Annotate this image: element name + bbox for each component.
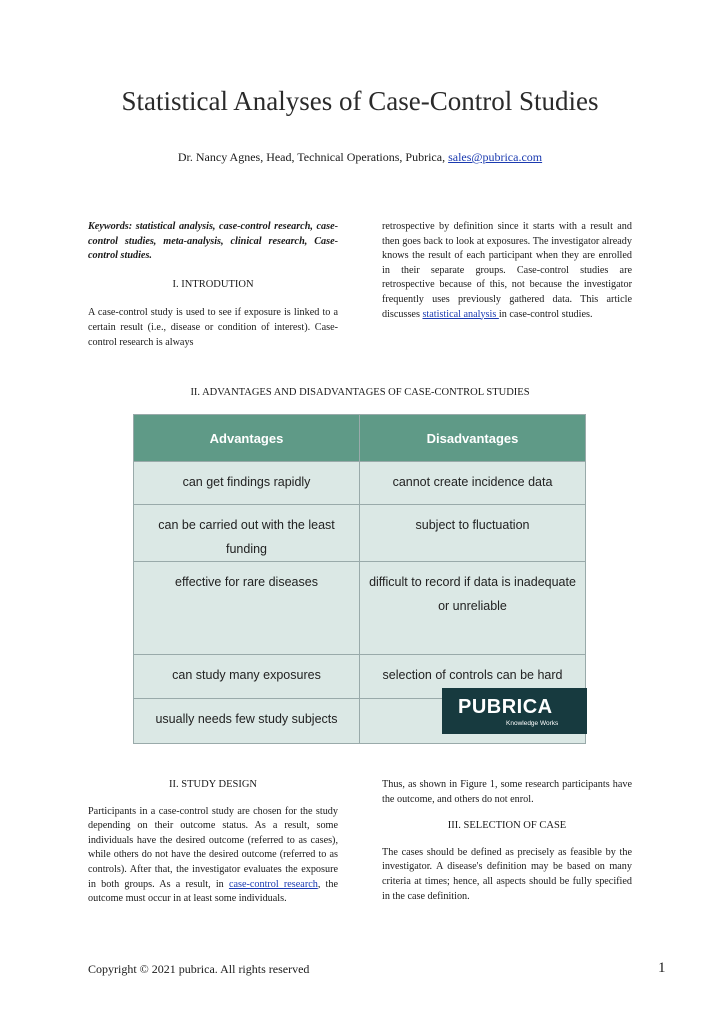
section2-heading: II. ADVANTAGES AND DISADVANTAGES OF CASE-CONTROL STUDIES bbox=[190, 387, 530, 398]
table-cell: selection of controls can be hard bbox=[360, 655, 586, 699]
copyright-footer: Copyright © 2021 pubrica. All rights reserved bbox=[88, 962, 310, 976]
author-text: Dr. Nancy Agnes, Head, Technical Operations, Pubrica, bbox=[177, 150, 449, 164]
table-row bbox=[134, 505, 586, 562]
author-email-link[interactable]: sales@pubrica.com bbox=[448, 150, 543, 164]
left-column-bottom bbox=[88, 778, 338, 907]
table-row bbox=[134, 562, 586, 655]
page-number: 1 bbox=[658, 960, 666, 976]
selection-heading: III. SELECTION OF CASE bbox=[447, 820, 567, 832]
advantages-header: Advantages bbox=[134, 415, 360, 462]
intro-text: A case-control study is used to see if exposure is linked to a certain result (i.e., disease or condition of interest). Case-control research is always bbox=[88, 307, 338, 348]
study-design-text-end: , the outcome must occur in at least some individuals. bbox=[88, 878, 338, 905]
left-column-top bbox=[88, 220, 338, 350]
statistical-analysis-link[interactable]: statistical analysis bbox=[422, 308, 499, 320]
intro-continuation-end: in case-control studies. bbox=[498, 308, 593, 320]
pubrica-logo bbox=[442, 688, 587, 734]
table-cell: can study many exposures bbox=[134, 655, 360, 699]
disadvantages-header: Disadvantages bbox=[360, 415, 586, 462]
paper-title: Statistical Analyses of Case-Control Studies bbox=[121, 86, 599, 116]
case-control-research-link[interactable]: case-control research bbox=[228, 878, 318, 890]
table-cell: usually needs few study subjects bbox=[134, 699, 360, 744]
study-design-continuation: Thus, as shown in Figure 1, some research participants have the outcome, and others do not enrol. bbox=[382, 779, 632, 805]
table-cell: can get findings rapidly bbox=[134, 462, 360, 505]
logo-tagline: Knowledge Works bbox=[506, 720, 559, 727]
table-cell: can be carried out with the least funding bbox=[134, 505, 360, 562]
table-cell: difficult to record if data is inadequate or unreliable bbox=[360, 562, 586, 655]
table-cell: effective for rare diseases bbox=[134, 562, 360, 655]
intro-continuation-text: retrospective by definition since it starts with a result and then goes back to look at exposures. The investigator already knows the result of each participant when they are enrolled in their separate groups. Case-control studies are retrospective because of this, not because the investigator frequently uses previously gathered data. This article discusses bbox=[382, 221, 632, 320]
table-cell: cannot create incidence data bbox=[360, 462, 586, 505]
keywords: Keywords: statistical analysis, case-control research, case-control studies, meta-analysis, clinical research, Case-control studies. bbox=[88, 221, 338, 262]
study-design-text-start: Participants in a case-control study are chosen for the study depending on their outcome status. As a result, some individuals have the desired outcome (referred to as cases), while others do not have the desired outcome (referred to as controls). After that, the investigator evaluates the exposure in both groups. As a result, in bbox=[88, 805, 338, 890]
logo-name: PUBRICA bbox=[458, 696, 553, 718]
study-design-heading: II. STUDY DESIGN bbox=[169, 779, 257, 790]
right-column-bottom bbox=[382, 778, 632, 904]
table-row bbox=[134, 462, 586, 505]
intro-heading: I. INTRODUTION bbox=[172, 278, 254, 290]
author-line bbox=[0, 150, 720, 165]
selection-text: The cases should be defined as precisely as feasible by the investigator. A disease's definition may be based on many criteria at times; hence, all aspects should be fully specified in the case definition. bbox=[382, 846, 632, 902]
right-column-top bbox=[382, 220, 632, 322]
table-header-row bbox=[134, 415, 586, 462]
study-design-text bbox=[88, 805, 338, 907]
intro-continuation bbox=[382, 220, 632, 322]
table-cell: subject to fluctuation bbox=[360, 505, 586, 562]
